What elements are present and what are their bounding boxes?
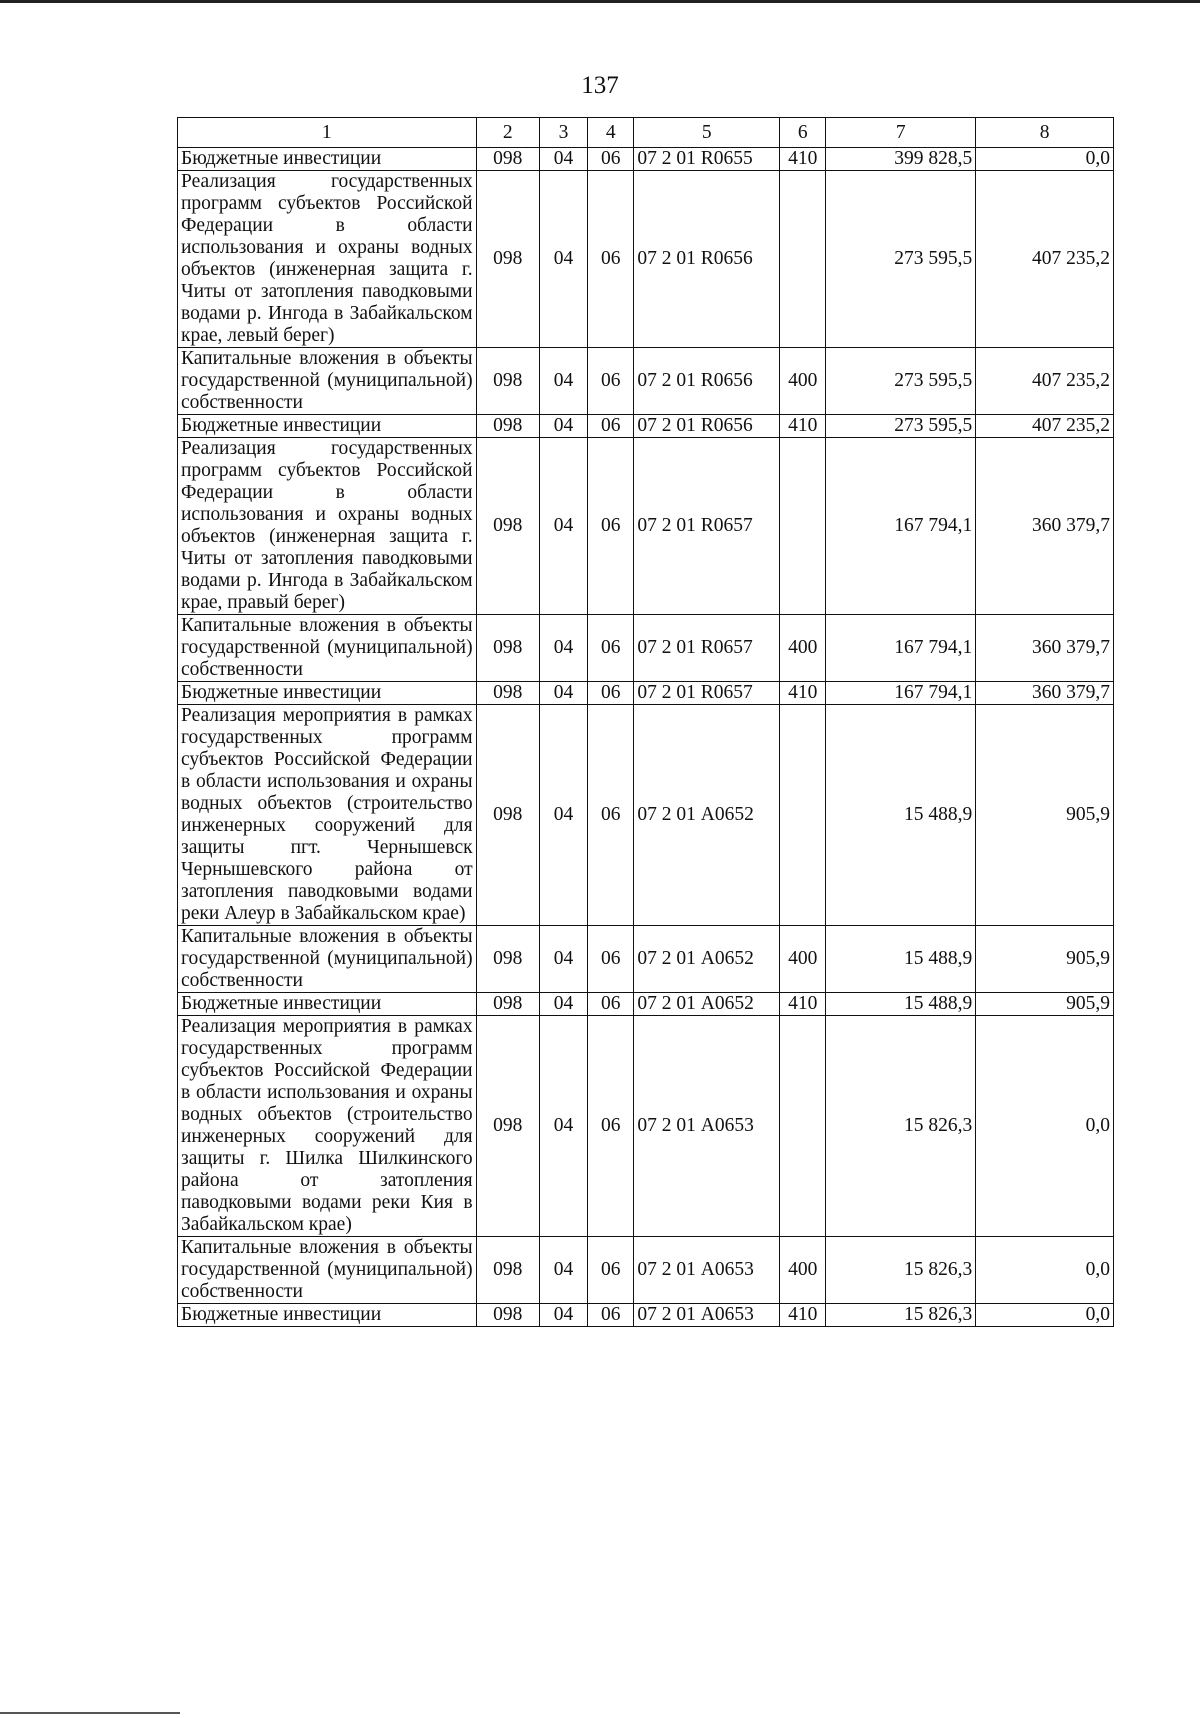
row-subsection-cell: 06 [588, 1304, 634, 1327]
row-section-cell: 04 [539, 415, 587, 438]
row-name-cell: Реализация мероприятия в рамках государственных программ субъектов Российской Федерации в области использования и охраны водных объектов (строительство инженерных сооружений для защиты г. Шилка Шилкинского района от затопления паводковыми водами реки Кия в Забайкальском крае) [178, 1016, 477, 1237]
row-amount-col7-cell: 15 488,9 [826, 993, 976, 1016]
row-admin-code-cell: 098 [476, 171, 539, 348]
row-admin-code-cell: 098 [476, 438, 539, 615]
header-cell: 7 [826, 118, 976, 148]
row-section-cell: 04 [539, 926, 587, 993]
row-expense-type-cell: 400 [780, 926, 826, 993]
row-amount-col8-cell: 0,0 [976, 1016, 1114, 1237]
row-amount-col7-cell: 167 794,1 [826, 615, 976, 682]
row-expense-type-cell [780, 438, 826, 615]
table-row [178, 148, 1114, 171]
table-row [178, 171, 1114, 348]
row-amount-col7-cell: 15 488,9 [826, 705, 976, 926]
row-expense-type-cell: 410 [780, 993, 826, 1016]
row-name-cell: Реализация государственных программ субъектов Российской Федерации в области использования и охраны водных объектов (инженерная защита г. Читы от затопления паводковыми водами р. Ингода в Забайкальском крае, левый берег) [178, 171, 477, 348]
row-subsection-cell: 06 [588, 415, 634, 438]
row-section-cell: 04 [539, 1016, 587, 1237]
row-amount-col8-cell: 905,9 [976, 705, 1114, 926]
header-cell: 6 [780, 118, 826, 148]
row-admin-code-cell: 098 [476, 993, 539, 1016]
table-row [178, 993, 1114, 1016]
row-name-cell: Капитальные вложения в объекты государственной (муниципальной) собственности [178, 1237, 477, 1304]
row-admin-code-cell: 098 [476, 1237, 539, 1304]
row-target-article-cell: 07 2 01 А0652 [634, 926, 780, 993]
row-admin-code-cell: 098 [476, 1304, 539, 1327]
row-amount-col7-cell: 273 595,5 [826, 348, 976, 415]
row-amount-col7-cell: 15 488,9 [826, 926, 976, 993]
row-amount-col8-cell: 407 235,2 [976, 348, 1114, 415]
row-subsection-cell: 06 [588, 1016, 634, 1237]
row-expense-type-cell: 410 [780, 1304, 826, 1327]
row-name-cell: Капитальные вложения в объекты государственной (муниципальной) собственности [178, 615, 477, 682]
table-row [178, 705, 1114, 926]
row-expense-type-cell [780, 1016, 826, 1237]
row-name-cell: Бюджетные инвестиции [178, 993, 477, 1016]
row-subsection-cell: 06 [588, 682, 634, 705]
top-rule [0, 0, 1200, 3]
row-amount-col8-cell: 0,0 [976, 148, 1114, 171]
header-cell: 8 [976, 118, 1114, 148]
row-expense-type-cell: 400 [780, 1237, 826, 1304]
row-section-cell: 04 [539, 1237, 587, 1304]
row-expense-type-cell [780, 705, 826, 926]
header-cell: 2 [476, 118, 539, 148]
row-admin-code-cell: 098 [476, 1016, 539, 1237]
row-target-article-cell: 07 2 01 А0652 [634, 705, 780, 926]
row-target-article-cell: 07 2 01 А0653 [634, 1304, 780, 1327]
row-target-article-cell: 07 2 01 А0653 [634, 1237, 780, 1304]
row-amount-col8-cell: 407 235,2 [976, 171, 1114, 348]
row-admin-code-cell: 098 [476, 682, 539, 705]
row-target-article-cell: 07 2 01 R0657 [634, 682, 780, 705]
row-amount-col8-cell: 905,9 [976, 993, 1114, 1016]
row-subsection-cell: 06 [588, 705, 634, 926]
row-amount-col7-cell: 15 826,3 [826, 1016, 976, 1237]
header-cell: 5 [634, 118, 780, 148]
row-section-cell: 04 [539, 705, 587, 926]
row-amount-col7-cell: 399 828,5 [826, 148, 976, 171]
table-row [178, 415, 1114, 438]
row-target-article-cell: 07 2 01 А0652 [634, 993, 780, 1016]
row-amount-col8-cell: 360 379,7 [976, 682, 1114, 705]
row-name-cell: Реализация мероприятия в рамках государственных программ субъектов Российской Федерации в области использования и охраны водных объектов (строительство инженерных сооружений для защиты пгт. Чернышевск Чернышевского района от затопления паводковыми водами реки Алеур в Забайкальском крае) [178, 705, 477, 926]
row-expense-type-cell: 410 [780, 682, 826, 705]
row-subsection-cell: 06 [588, 993, 634, 1016]
row-section-cell: 04 [539, 348, 587, 415]
row-admin-code-cell: 098 [476, 615, 539, 682]
table-row [178, 1016, 1114, 1237]
row-amount-col7-cell: 273 595,5 [826, 415, 976, 438]
row-section-cell: 04 [539, 1304, 587, 1327]
row-target-article-cell: 07 2 01 А0653 [634, 1016, 780, 1237]
row-name-cell: Капитальные вложения в объекты государственной (муниципальной) собственности [178, 926, 477, 993]
row-admin-code-cell: 098 [476, 415, 539, 438]
row-name-cell: Реализация государственных программ субъектов Российской Федерации в области использования и охраны водных объектов (инженерная защита г. Читы от затопления паводковыми водами р. Ингода в Забайкальском крае, правый берег) [178, 438, 477, 615]
row-amount-col7-cell: 167 794,1 [826, 682, 976, 705]
table-row [178, 682, 1114, 705]
row-name-cell: Бюджетные инвестиции [178, 415, 477, 438]
row-expense-type-cell: 410 [780, 148, 826, 171]
row-admin-code-cell: 098 [476, 348, 539, 415]
row-expense-type-cell: 400 [780, 348, 826, 415]
header-cell: 4 [588, 118, 634, 148]
row-section-cell: 04 [539, 171, 587, 348]
row-section-cell: 04 [539, 993, 587, 1016]
row-target-article-cell: 07 2 01 R0657 [634, 615, 780, 682]
table-row [178, 926, 1114, 993]
row-section-cell: 04 [539, 438, 587, 615]
table-row [178, 348, 1114, 415]
row-amount-col8-cell: 360 379,7 [976, 615, 1114, 682]
header-cell: 3 [539, 118, 587, 148]
row-subsection-cell: 06 [588, 1237, 634, 1304]
row-target-article-cell: 07 2 01 R0656 [634, 415, 780, 438]
row-amount-col7-cell: 15 826,3 [826, 1304, 976, 1327]
page-number: 137 [581, 72, 619, 99]
row-admin-code-cell: 098 [476, 926, 539, 993]
row-amount-col7-cell: 167 794,1 [826, 438, 976, 615]
row-expense-type-cell: 400 [780, 615, 826, 682]
row-amount-col8-cell: 407 235,2 [976, 415, 1114, 438]
row-admin-code-cell: 098 [476, 148, 539, 171]
row-admin-code-cell: 098 [476, 705, 539, 926]
row-name-cell: Капитальные вложения в объекты государственной (муниципальной) собственности [178, 348, 477, 415]
row-target-article-cell: 07 2 01 R0656 [634, 171, 780, 348]
header-row [178, 118, 1114, 148]
table-row [178, 615, 1114, 682]
row-target-article-cell: 07 2 01 R0657 [634, 438, 780, 615]
row-expense-type-cell: 410 [780, 415, 826, 438]
row-target-article-cell: 07 2 01 R0656 [634, 348, 780, 415]
row-amount-col7-cell: 15 826,3 [826, 1237, 976, 1304]
row-amount-col8-cell: 905,9 [976, 926, 1114, 993]
row-subsection-cell: 06 [588, 171, 634, 348]
row-subsection-cell: 06 [588, 438, 634, 615]
row-subsection-cell: 06 [588, 615, 634, 682]
table-row [178, 438, 1114, 615]
row-expense-type-cell [780, 171, 826, 348]
table-row [178, 1237, 1114, 1304]
header-cell: 1 [178, 118, 477, 148]
row-amount-col7-cell: 273 595,5 [826, 171, 976, 348]
row-name-cell: Бюджетные инвестиции [178, 1304, 477, 1327]
row-section-cell: 04 [539, 615, 587, 682]
bottom-rule [0, 1712, 180, 1714]
row-subsection-cell: 06 [588, 148, 634, 171]
row-name-cell: Бюджетные инвестиции [178, 682, 477, 705]
row-section-cell: 04 [539, 682, 587, 705]
row-name-cell: Бюджетные инвестиции [178, 148, 477, 171]
row-target-article-cell: 07 2 01 R0655 [634, 148, 780, 171]
table-row [178, 1304, 1114, 1327]
row-subsection-cell: 06 [588, 348, 634, 415]
row-subsection-cell: 06 [588, 926, 634, 993]
row-section-cell: 04 [539, 148, 587, 171]
row-amount-col8-cell: 0,0 [976, 1237, 1114, 1304]
budget-table [177, 117, 1114, 1327]
row-amount-col8-cell: 0,0 [976, 1304, 1114, 1327]
row-amount-col8-cell: 360 379,7 [976, 438, 1114, 615]
